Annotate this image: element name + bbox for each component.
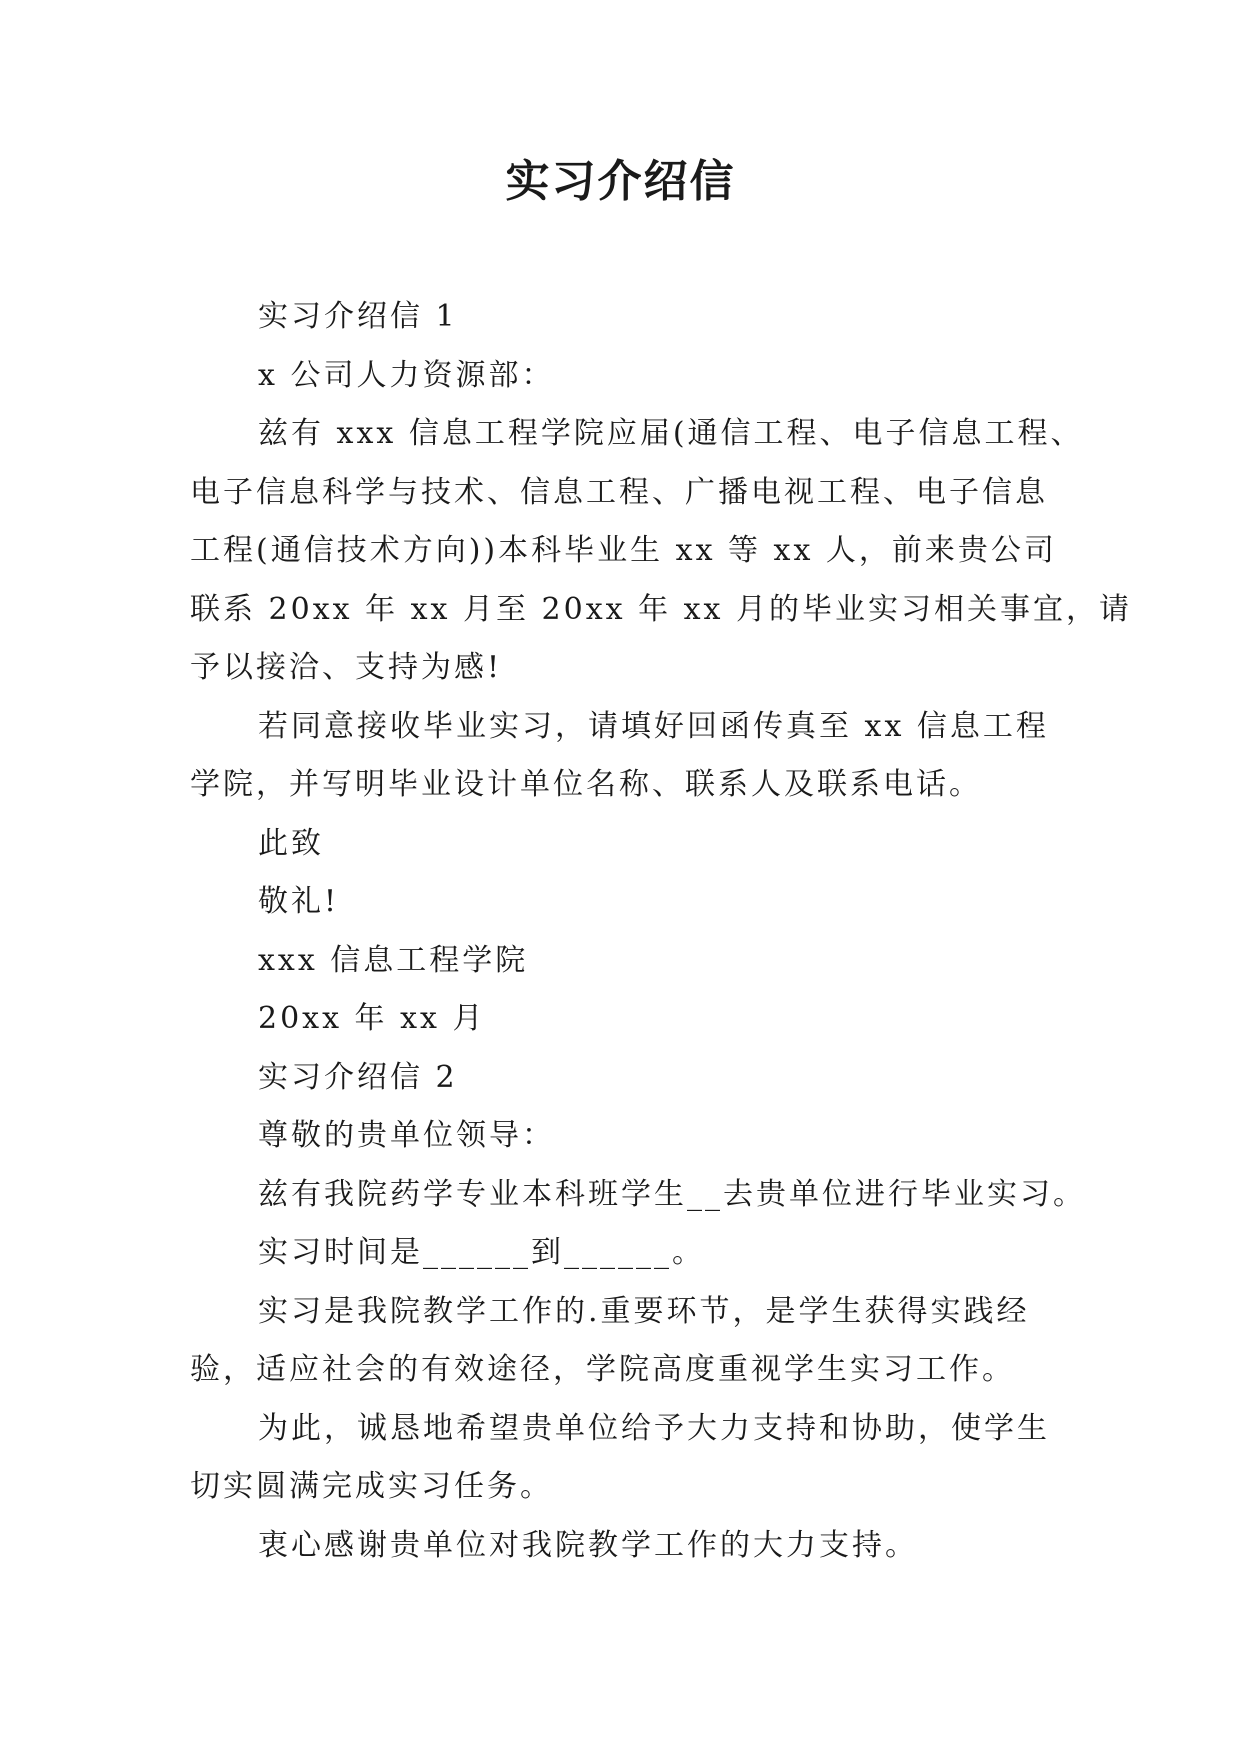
letter2-body-line: 验，适应社会的有效途径，学院高度重视学生实习工作。 [190, 1352, 1015, 1387]
letter2-body-line: 兹有我院药学专业本科班学生__去贵单位进行毕业实习。 [258, 1176, 1086, 1212]
letter1-body-line: 若同意接收毕业实习，请填好回函传真至 xx 信息工程 [258, 708, 1049, 744]
letter2-body-line: 实习是我院教学工作的.重要环节，是学生获得实践经 [258, 1293, 1030, 1329]
letter1-salutation: 敬礼! [258, 884, 340, 919]
letter1-body-line: 予以接洽、支持为感! [190, 650, 503, 685]
letter1-closing: 此致 [258, 825, 324, 861]
letter1-body-line: 联系 20xx 年 xx 月至 20xx 年 xx 月的毕业实习相关事宜，请 [190, 591, 1132, 627]
letter1-body-line: 电子信息科学与技术、信息工程、广播电视工程、电子信息 [190, 474, 1048, 510]
document-body [190, 288, 1132, 1575]
letter2-body-line: 衷心感谢贵单位对我院教学工作的大力支持。 [258, 1527, 918, 1563]
letter1-body-line: 兹有 xxx 信息工程学院应届(通信工程、电子信息工程、 [258, 416, 1084, 451]
letter2-heading: 实习介绍信 2 [258, 1059, 458, 1095]
letter2-body-line: 为此，诚恳地希望贵单位给予大力支持和协助，使学生 [258, 1410, 1050, 1446]
letter1-date: 20xx 年 xx 月 [258, 1001, 486, 1036]
letter1-heading: 实习介绍信 1 [258, 299, 458, 334]
letter1-signature: xxx 信息工程学院 [258, 942, 529, 978]
letter1-recipient: x 公司人力资源部： [258, 357, 555, 393]
letter1-body-line: 工程(通信技术方向))本科毕业生 xx 等 xx 人，前来贵公司 [190, 533, 1057, 568]
letter1-body-line: 学院，并写明毕业设计单位名称、联系人及联系电话。 [190, 767, 982, 802]
letter2-body-line: 实习时间是______到______。 [258, 1235, 705, 1270]
letter2-body-line: 切实圆满完成实习任务。 [190, 1469, 553, 1504]
letter2-recipient: 尊敬的贵单位领导： [258, 1118, 555, 1153]
document-title: 实习介绍信 [505, 156, 736, 207]
